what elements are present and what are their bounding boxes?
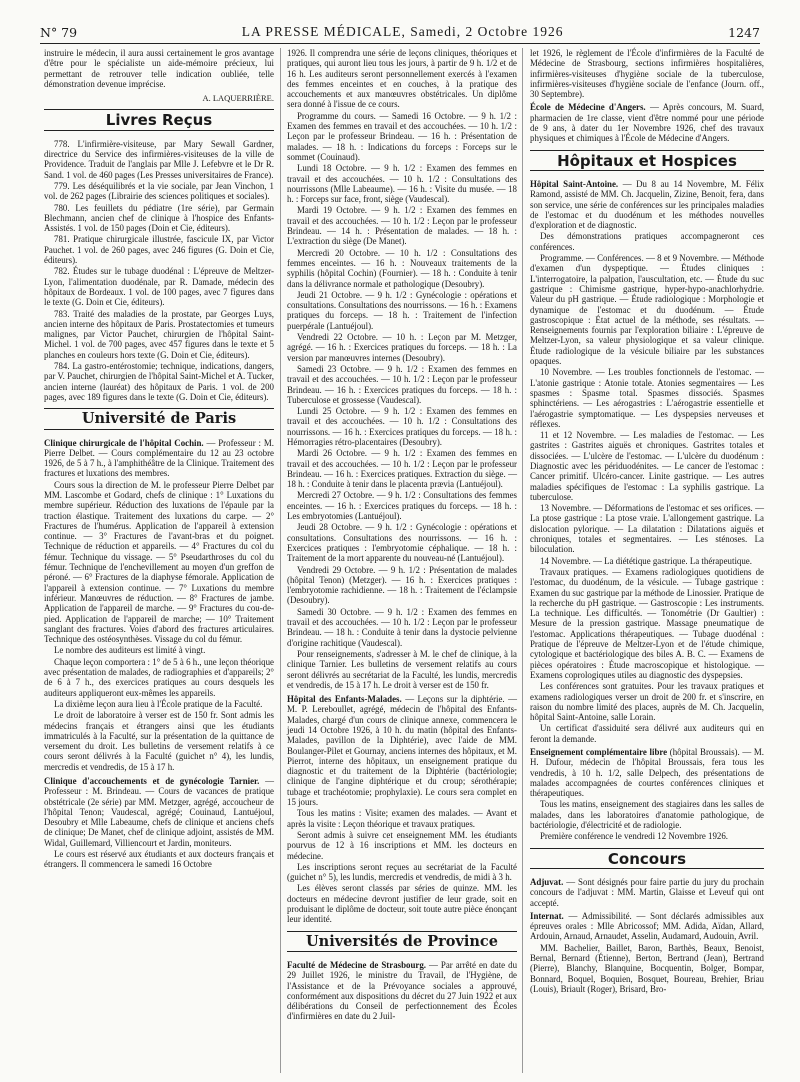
paragraph: — Sont désignés pour faire partie du jury du prochain concours de l'adjuvat : MM. Martin, Glaisse et Leveuf qui ont accepté. [530, 876, 764, 908]
paragraph: Un certificat d'assiduité sera délivré aux auditeurs qui en feront la demande. [530, 723, 764, 744]
day-entry: Lundi 18 Octobre. — 9 h. 1/2 : Examen des femmes en travail et des accouchées. — 10 h. 1/2 : Consultations des nourrissons (Mlle Labeaume). — 16 h. : Visite du musée. — 18 h. : Forceps sur face, front, siège (Vaudescal). [287, 163, 517, 205]
paragraph: Travaux pratiques. — Examens radiologiques quotidiens de l'estomac, du duodénum, de la vésicule. — Tubage gastrique : Examen du suc gastrique par la méthode de Linossier. Pratique de la recherche du pH gastrique. — Gastroscopie : Les instruments. La technique. Les difficultés. — Tonométrie (Dr Gaultier) : Mesure de la pression gastrique. Massage pneumatique de l'estomac. Applications thérapeutiques. — Tubage duodénal : Pratique de l'épreuve de Meltzer-Lyon et de l'étude chimique, cytologique et bactériologique des biles A. B. C. — Examens de pièces opératoires : Étude macroscopique et histologique. — Examens coprologiques utiles au diagnostic des dyspepsies. [530, 566, 764, 680]
day-entry: Mardi 26 Octobre. — 9 h. 1/2 : Examen des femmes en travail et des accouchées. — 10 h. 1/2 : Leçon par le professeur Brindeau. — 16 h. : Exercices pratiques. Extraction du siège. — 18 h. : Conduite à tenir dans le placenta prævia (Lantuéjoul). [287, 448, 517, 490]
section-title-concours: Concours [530, 848, 764, 869]
paragraph: — Professeur : M. Brindeau. — Cours de vacances de pratique obstétricale (2e série) par MM. Metzger, agrégé, accoucheur de l'hôpital Tenon; Vaudescal, agrégé; Couinaud, Lantuéjoul, Desoubry et Mlle Labeaume, chefs de clinique et anciens chefs de clinique; De Manet, chef de clinique adjoint, assistés de MM. Widal, Guillemard, Villiencourt et Jardin, moniteurs. [44, 776, 275, 848]
paragraph: Le droit de laboratoire à verser est de 150 fr. Sont admis les médecins français et étrangers ainsi que les étudiants immatriculés à la Faculté, sur la présentation de la quittance de versement du droit. Les bulletins de versement relatifs à ce cours seront délivrés à la Faculté (guichet n° 4), les lundis, mercredis et vendredis, de 15 à 17 h. [44, 710, 274, 772]
day-entry: Samedi 23 Octobre. — 9 h. 1/2 : Examen des femmes en travail et des accouchées. — 10 h. 1/2 : Leçon par le professeur Brindeau. — 16 h. : Exercices pratiques du forceps. — 18 h. : Tuberculose et grossesse (Vaudescal). [287, 363, 517, 405]
book-entry: 778. L'infirmière-visiteuse, par Mary Sewall Gardner, directrice du Service des infirmières-visiteuses de la ville de Providence. Traduit de l'anglais par Mlle J. Lefebvre et le Dr R. Sand. 1 vol. de 460 pages (Les Presses universitaires de France). [44, 138, 274, 180]
paragraph: Le nombre des auditeurs est limité à vingt. [54, 645, 206, 656]
column-divider [280, 48, 281, 1073]
paragraph: Chaque leçon comportera : 1° de 5 à 6 h., une leçon théorique avec présentation de malades, de radiographies et d'appareils; 2° de 6 à 7 h., des exercices pratiques au cours desquels les auditeurs appliqueront eux-mêmes les appareils. [44, 656, 274, 698]
day-entry: Jeudi 28 Octobre. — 9 h. 1/2 : Gynécologie : opérations et consultations. Consultations des nourrissons. — 16 h. : Exercices pratiques : l'embryotomie céphalique. — 18 h. : Traitement de la mort apparente du nouveau-né (Lantuéjoul). [287, 522, 517, 564]
column-3 [530, 48, 764, 995]
subheading: Clinique d'accouchements et de gynécologie Tarnier. [44, 776, 260, 786]
book-entry: 779. Les déséquilibrés et la vie sociale, par Jean Vinchon, 1 vol. de 262 pages (Librairie des sciences politiques et sociales). [44, 180, 274, 202]
paragraph: — Par arrêté en date du 29 Juillet 1926, le ministre du Travail, de l'Hygiène, de l'Assistance et de la Prévoyance sociales a approuvé, conformément aux dispositions du décret du 27 Juin 1922 et aux délibérations du Conseil de perfectionnement des Écoles d'infirmières en date du 2 Juil- [287, 959, 518, 1022]
day-entry: Vendredi 22 Octobre. — 10 h. : Leçon par M. Metzger, agrégé. — 16 h. : Exercices pratiques du forceps. — 18 h. : La version par manœuvres internes (Desoubry). [287, 332, 517, 363]
section-title-universites-province: Universités de Province [287, 931, 517, 952]
book-entry: 780. Les feuillets du pédiatre (1re série), par Germain Blechmann, ancien chef de clinique à l'hospice des Enfants-Assistés. 1 vol. de 150 pages (Doin et Cie, éditeurs). [44, 202, 274, 234]
paragraph: Les inscriptions seront reçues au secrétariat de la Faculté (guichet n° 5), les lundis, mercredis et vendredis, de midi à 3 h. [287, 861, 517, 883]
book-entry: 784. La gastro-entérostomie; technique, indications, dangers, par V. Pauchet, chirurgien de l'hôpital Saint-Michel et A. Tucker, ancien interne (lauréat) des hôpitaux de Paris. 1 vol. de 200 pages, avec 189 figures dans le texte (G. Doin et Cie, éditeurs). [44, 361, 274, 402]
review-ending: instruire le médecin, il aura aussi certainement le gros avantage d'être pour le spécialiste un aide-mémoire précieux, lui permettant de retrouver telle indication oubliée, telle démonstration devenue imprécise. [44, 48, 274, 89]
masthead-title: LA PRESSE MÉDICALE, Samedi, 2 Octobre 1926 [241, 24, 564, 39]
column-1 [44, 48, 274, 871]
paragraph: Les élèves seront classés par séries de quinze. MM. les docteurs en médecine devront justifier de leur grade, soit en produisant le diplôme de docteur, soit toute autre pièce énonçant leur identité. [287, 883, 517, 925]
subheading: Faculté de Médecine de Strasbourg. [287, 959, 426, 970]
subheading: Hôpital Saint-Antoine. [530, 178, 619, 189]
column-divider [522, 48, 523, 1073]
day-entry: Mercredi 20 Octobre. — 10 h. 1/2 : Consultations des femmes enceintes. — 16 h. : Nouveaux traitements de la syphilis (hôpital Cochin) (Fournier). — 18 h. : Conduite à tenir dans la délivrance normale et pathologique (Desoubry). [287, 247, 517, 289]
paragraph: Seront admis à suivre cet enseignement MM. les étudiants pourvus de 12 à 16 inscriptions et MM. les docteurs en médecine. [287, 829, 517, 861]
paragraph: — Après concours, M. Suard, pharmacien de 1re classe, vient d'être nommé pour une période de 9 ans, à dater du 1er Novembre 1926, chef des travaux physiques et chimiques à l'École de Médecine d'Angers. [530, 102, 764, 144]
book-entry: 782. Études sur le tubage duodénal : L'épreuve de Meltzer-Lyon, l'alimentation duodénale, par R. Damade, médecin des hôpitaux de Bordeaux. 1 vol. de 100 pages, avec 7 figures dans le texte (G. Doin et Cie, éditeurs). [44, 266, 274, 308]
paragraph: Tous les matins : Visite; examen des malades. — Avant et après la visite : Leçon théorique et travaux pratiques. [287, 808, 517, 829]
paragraph: Première conférence le vendredi 12 Novembre 1926. [540, 831, 729, 842]
column-2 [287, 48, 517, 1023]
page-header [40, 16, 760, 44]
paragraph: — Professeur : M. Pierre Delbet. — Cours complémentaire du 12 au 23 octobre 1926, de 5 à 7 h., à l'amphithéâtre de la Clinique. Traitement des fractures et luxations des membres. [44, 437, 274, 479]
paragraph: 11 et 12 Novembre. — Les maladies de l'estomac. — Les gastrites : Gastrites aiguës et chroniques. Gastrites totales et dissociées. — L'ulcère de l'estomac. — L'ulcère du duodénum : Diagnostic avec les périduodénites. — Le cancer de l'estomac : Cancer primitif. Ulcéro-cancer. Linite gastrique. — Les autres maladies spécifiques de l'estomac : La syphilis gastrique. La tuberculose. [530, 430, 764, 502]
paragraph: Cours sous la direction de M. le professeur Pierre Delbet par MM. Lascombe et Godard, chefs de clinique : 1° Luxations du membre supérieur. Réduction des luxations de l'épaule par la traction élastique. Traitement des luxations du carpe. — 2° Fractures de l'humérus. Application de l'appareil à extension continue. — 3° Fractures de l'avant-bras et du poignet. Technique de réduction et appareils. — 4° Fractures du col du fémur. Technique du vissage. — 5° Pseudarthroses du col du fémur. Technique de l'enchevillement au moyen d'un greffon de péroné. — 6° Fractures de la diaphyse fémorale. Application de l'appareil à extension continue. — 7° Luxations du membre inférieur. Manœuvres de réduction. — 8° Fractures de jambe. Application de l'appareil de marche. — 9° Fractures du cou-de-pied. Application de l'appareil de marche; — 10° Traitement sanglant des fractures. Voies d'abord des fractures articulaires. Technique des ostéosynthèses. Vissage du col du fémur. [44, 479, 274, 645]
paragraph: Des démonstrations pratiques accompagneront ces conférences. [530, 231, 764, 252]
paragraph: — Admissibilité. — Sont déclarés admissibles aux épreuves orales : Mlle Abricossof; MM. Adida, Aïdan, Allard, Ardouin, Arnaud, Arnaudet, Asselin, Audamard, Audouin, Avril. [530, 910, 764, 942]
paragraph: 14 Novembre. — La diététique gastrique. La thérapeutique. [540, 555, 752, 566]
book-entry: 781. Pratique chirurgicale illustrée, fascicule IX, par Victor Pauchet. 1 vol. de 260 pages, avec 246 figures (G. Doin et Cie, éditeurs). [44, 234, 274, 266]
paragraph: Tous les matins, enseignement des stagiaires dans les salles de malades, dans les laboratoires d'anatomie pathologique, de bactériologie, d'électricité et de radiologie. [530, 799, 764, 831]
paragraph: (hôpital Broussais). — M. H. Dufour, médecin de l'hôpital Broussais, fera tous les vendredis, à 10 h. 1/2, salle Delpech, des présentations de malades accompagnées de courtes conférences cliniques et thérapeutiques. [530, 747, 765, 799]
day-entry: Mardi 19 Octobre. — 9 h. 1/2 : Examen des femmes en travail et des accouchées. — 10 h. 1/2 : Leçon par le professeur Brindeau. — 14 h. : Présentation de malades. — 18 h. : L'extraction du siège (De Manet). [287, 205, 517, 247]
paragraph: 10 Novembre. — Les troubles fonctionnels de l'estomac. — L'atonie gastrique : Atonie totale. Atonies segmentaires — Les spasmes : Spasme total. Spasmes dissociés. Spasmes sphinctériens. — Les aérogastries : L'aérogastrie essentielle et l'aérogastrie symptomatique. — Les dyspepsies nerveuses et réflexes. [530, 367, 764, 429]
paragraph: — Leçons sur la diphtérie. — M. P. Lereboullet, agrégé, médecin de l'hôpital des Enfants-Malades, chargé d'un cours de clinique annexe, commencera le jeudi 14 Octobre 1926, à 10 h. du matin (hôpital des Enfants-Malades, pavillon de la Diphtérie), avec l'aide de MM. Boulanger-Pilet et Gournay, anciens internes des hôpitaux, et M. Pierrot, interne des hôpitaux, un enseignement pratique du diagnostic et du traitement de la Diphtérie (bactériologie; clinique de l'angine diphtérique et du croup; sérothérapie; tubage et trachéotomie; prophylaxie). Le cours sera complet en 15 jours. [287, 694, 517, 808]
subheading: Hôpital des Enfants-Malades. [287, 694, 402, 705]
paragraph: MM. Bachelier, Baillet, Baron, Barthès, Beaux, Benoist, Bernal, Bernard (Étienne), Berton, Bertrand (Jean), Bertrand (Pierre), Blanchy, Blanquine, Bocquentin, Bolger, Bompar, Bonnard, Boquel, Boquien, Bosquet, Boureau, Brehier, Briau (Louis), Briault (Roger), Brisard, Bro- [530, 942, 764, 994]
subheading: Enseignement complémentaire libre [530, 747, 668, 757]
section-title-universite-paris: Université de Paris [44, 408, 274, 429]
paragraph: Programme. — Conférences. — 8 et 9 Novembre. — Méthode d'examen d'un dyspeptique. — Études cliniques : L'interrogatoire, la palpation, l'auscultation, etc. — Étude du suc gastrique : Chimisme gastrique, hyper-hypo-anachlorhydrie. Valeur du pH gastrique. — Étude radiologique : Morphologie et dynamique de l'estomac et du duodénum. — Étude gastroscopique : État actuel de la méthode, ses résultats. — Renseignements fournis par l'exploration biliaire : L'épreuve de Meltzer-Lyon, sa valeur physiologique et sa valeur clinique. Étude radiologique de la vésicule biliaire par les substances opaques. [530, 253, 764, 367]
section-title-livres: Livres Reçus [44, 109, 274, 130]
paragraph: Les conférences sont gratuites. Pour les travaux pratiques et examens radiologiques verser un droit de 200 fr. et s'inscrire, en raison du nombre limité des places, auprès de M. Ch. Jacquelin, hôpital Saint-Antoine, salle Lorain. [530, 681, 764, 723]
paragraph: 1926. Il comprendra une série de leçons cliniques, théoriques et pratiques, qui auront lieu tous les jours, à partir de 9 h. 1/2 et de 16 h. Les auditeurs seront personnellement exercés à l'examen des femmes enceintes et en couches, à la pratique des accouchements et aux manœuvres obstétricales. Un diplôme sera donné à l'issue de ce cours. [287, 48, 517, 110]
paragraph: let 1926, le règlement de l'École d'infirmières de la Faculté de Médecine de Strasbourg, sections infirmières hospitalières, infirmières-visiteuses d'hygiène sociale de la tuberculose, infirmières-visiteuses d'hygiène sociale de l'enfance (Journ. off., 30 Septembre). [530, 48, 764, 100]
paragraph: Le cours est réservé aux étudiants et aux docteurs français et étrangers. Il commencera le samedi 16 Octobre [44, 849, 274, 870]
day-entry: Samedi 30 Octobre. — 9 h. 1/2 : Examen des femmes en travail et des accouchées. — 10 h. 1/2 : Leçon par le professeur Brindeau. — 18 h. : Conduite à tenir dans la dystocie pelvienne d'origine rachitique (Vaudescal). [287, 606, 517, 648]
subheading: Internat. [530, 910, 564, 921]
day-entry: Vendredi 29 Octobre. — 9 h. 1/2 : Présentation de malades (hôpital Tenon) (Metzger). — 16 h. : Exercices pratiques : l'embryotomie rachidienne. — 18 h. : Traitement de l'éclampsie (Desoubry). [287, 564, 517, 606]
paragraph: — Du 8 au 14 Novembre, M. Félix Ramond, assisté de MM. Ch. Jacquelin, Zizine, Benoit, fera, dans son service, une série de conférences sur les principales maladies de l'estomac et du duodénum et les méthodes nouvelles d'exploration et de diagnostic. [530, 178, 764, 231]
day-entry: Jeudi 21 Octobre. — 9 h. 1/2 : Gynécologie : opérations et consultations. Consultations des nourrissons. — 16 h. : Examens pratiques du forceps. — 18 h. : Traitement de l'infection puerpérale (Lantuéjoul). [287, 289, 518, 331]
subheading: Clinique chirurgicale de l'hôpital Cochin. [44, 437, 204, 448]
issue-number: N° 79 [40, 25, 78, 40]
subheading: Adjuvat. [530, 876, 564, 887]
paragraph: La dixième leçon aura lieu à l'École pratique de la Faculté. [54, 698, 263, 709]
programme: Programme du cours. — Samedi 16 Octobre. — 9 h. 1/2 : Examen des femmes en travail et des accouchées. — 10 h. 1/2 : Leçon par le professeur Brindeau. — 16 h. : Présentation de malades. — 18 h. : Indications du forceps : Forceps sur le sommet (Couinaud). [287, 110, 517, 162]
paragraph: 13 Novembre. — Déformations de l'estomac et ses orifices. — La ptose gastrique : La ptose vraie. L'allongement gastrique. La dislocation pylorique. — La dilatation : Dilatations aiguës et chroniques, totales et segmentaires. — Les sténoses. La biloculation. [530, 503, 764, 555]
page-number: 1247 [728, 25, 760, 40]
paragraph: Pour renseignements, s'adresser à M. le chef de clinique, à la clinique Tarnier. Les bulletins de versement relatifs au cours seront délivrés au secrétariat de la Faculté, les lundis, mercredis et vendredis, de 15 à 17 h. Le droit à verser est de 150 fr. [287, 648, 517, 690]
day-entry: Mercredi 27 Octobre. — 9 h. 1/2 : Consultations des femmes enceintes. — 16 h. : Exercices pratiques du forceps. — 18 h. : Les embryotomies (Lantuéjoul). [287, 490, 517, 522]
section-title-hopitaux: Hôpitaux et Hospices [530, 150, 764, 171]
review-signature: A. LAQUERRIÈRE. [202, 93, 274, 104]
subheading: École de Médecine d'Angers. [530, 102, 646, 113]
day-entry: Lundi 25 Octobre. — 9 h. 1/2 : Examen des femmes en travail et des accouchées. — 10 h. 1/2 : Consultations des nourrissons. — 16 h. : Exercices pratiques du forceps. — 18 h. : Hémorragies rétro-placentaires (Desoubry). [287, 406, 517, 447]
book-entry: 783. Traité des maladies de la prostate, par Georges Luys, ancien interne des hôpitaux de Paris. Prostatectomies et tumeurs malignes, par Victor Pauchet, chirurgien de l'hôpital Saint-Michel. 1 vol. de 700 pages, avec 457 figures dans le texte et 5 planches en couleurs hors texte (G. Doin et Cie, éditeurs). [44, 308, 274, 360]
